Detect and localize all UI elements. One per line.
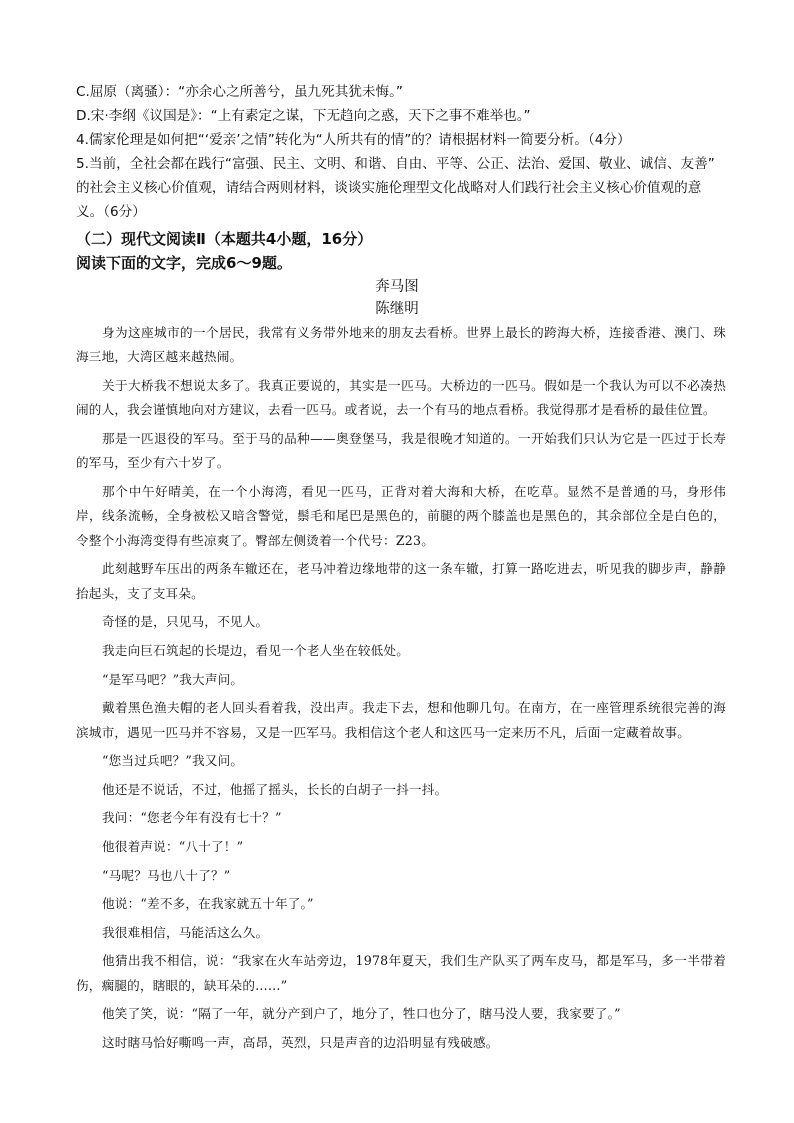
question-5-line-2: 的社会主义核心价值观，请结合两则材料，谈谈实施伦理型文化战略对人们践行社会主义核心价值观的意 <box>76 180 702 196</box>
paragraph: 关于大桥我不想说太多了。我真正要说的，其实是一匹马。大桥边的一匹马。假如是一个我认为可以不必凑热闹的人，我会谨慎地向对方建议，去看一匹马。或者说，去一个有马的地点看桥。我觉得那才是看桥的最佳位置。 <box>76 378 726 418</box>
question-4-line: 4.儒家伦理是如何把“‘爱亲’之情”转化为“人所共有的情”的？请根据材料一简要分析。（4分） <box>76 132 631 148</box>
article-body <box>76 321 726 1060</box>
paragraph: “马呢？马也八十了？” <box>102 867 231 883</box>
question-5-line-1: 5.当前，全社会都在践行“富强、民主、文明、和谐、自由、平等、公正、法治、爱国、敬业、诚信、友善” <box>76 156 715 172</box>
paragraph: 戴着黑色渔夫帽的老人回头看着我，没出声。我走下去，想和他聊几句。在南方，在一座管理系统很完善的海滨城市，遇见一匹马并不容易，又是一匹军马。我相信这个老人和这匹马一定来历不凡，后面一定藏着故事。 <box>76 700 726 740</box>
paragraph: “您当过兵吧？”我又问。 <box>102 753 244 769</box>
paragraph: 我很难相信，马能活这么久。 <box>102 924 269 940</box>
option-c-line: C.屈原（离骚）：“亦余心之所善兮，虽九死其犹未悔。” <box>76 84 403 100</box>
paragraph: 我走向巨石筑起的长堤边，看见一个老人坐在较低处。 <box>102 643 410 658</box>
paragraph: 奇怪的是，只见马，不见人。 <box>102 614 269 630</box>
article-author: 陈继明 <box>375 301 419 317</box>
section-heading: （二）现代文阅读Ⅱ（本题共4小题，16分） <box>76 230 373 248</box>
paragraph: 那是一匹退役的军马。至于马的品种——奥登堡马，我是很晚才知道的。一开始我们只认为它是一匹过于长寿的军马，至少有六十岁了。 <box>76 431 726 471</box>
question-5-line-3: 义。（6分） <box>76 204 146 220</box>
article-title: 奔马图 <box>375 279 419 295</box>
paragraph: 身为这座城市的一个居民，我常有义务带外地来的朋友去看桥。世界上最长的跨海大桥，连接香港、澳门、珠海三地，大湾区越来越热闹。 <box>76 325 726 365</box>
paragraph: 他还是不说话，不过，他摇了摇头，长长的白胡子一抖一抖。 <box>102 781 448 797</box>
question-options-block <box>76 80 736 224</box>
paragraph: 我问：“您老今年有没有七十？” <box>102 810 282 826</box>
paragraph: 他说：“差不多，在我家就五十年了。” <box>102 896 314 912</box>
paragraph: 他猜出我不相信，说：“我家在火车站旁边，1978年夏天，我们生产队买了两车皮马，都是军马，多一半带着伤，瘸腿的，瞎眼的，缺耳朵的……” <box>76 953 726 993</box>
paragraph: 这时瞎马恰好嘶鸣一声，高昂，英烈，只是声音的边沿明显有残破感。 <box>102 1034 499 1050</box>
paragraph: “是军马吧？”我大声问。 <box>102 671 244 687</box>
reading-instruction: 阅读下面的文字，完成6～9题。 <box>76 254 292 272</box>
option-d-line: D.宋·李纲《议国是》：“上有素定之谋，下无趋向之惑，天下之事不难举也。” <box>76 108 531 124</box>
paragraph: 他很着声说：“八十了！” <box>102 838 244 854</box>
paragraph: 那个中午好晴美，在一个小海湾，看见一匹马，正背对着大海和大桥，在吃草。显然不是普通的马，身形伟岸，线条流畅，全身被松又暗含警觉，鬃毛和尾巴是黑色的，前腿的两个膝盖也是黑色的，其余部位全是白色的，令整个小海湾变得有些凉爽了。臀部左侧烫着一个代号：Z23。 <box>76 484 726 548</box>
paragraph: 此刻越野车压出的两条车辙还在，老马冲着边缘地带的这一条车辙，打算一路吃进去，听见我的脚步声，静静抬起头，支了支耳朵。 <box>76 561 726 601</box>
paragraph: 他笑了笑，说：“隔了一年，就分产到户了，地分了，牲口也分了，瞎马没人要，我家要了。” <box>102 1006 621 1022</box>
